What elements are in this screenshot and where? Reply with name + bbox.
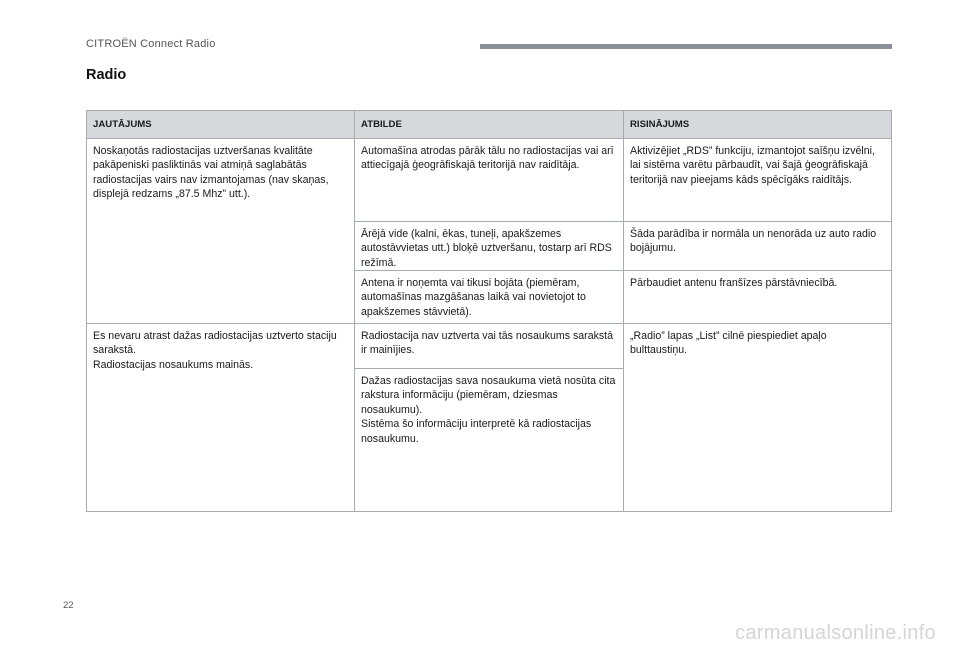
watermark: carmanualsonline.info bbox=[735, 622, 936, 644]
manual-header-title: CITROËN Connect Radio bbox=[86, 38, 216, 50]
column-header-question: JAUTĀJUMS bbox=[87, 111, 355, 139]
solution-cell: „Radio” lapas „List” cilnē piespiediet apaļo bulttaustiņu. bbox=[630, 330, 827, 357]
faq-table bbox=[86, 110, 892, 512]
answer-cell: Radiostacija nav uztverta vai tās nosaukums sarakstā ir mainījies. bbox=[355, 324, 624, 369]
question-cell: Noskaņotās radiostacijas uztveršanas kvalitāte pakāpeniski pasliktinās vai atmiņā saglabātās radiostacijas vairs nav izmantojamas (nav skaņas, displejā redzams „87.5 Mhz” utt.). bbox=[87, 139, 355, 324]
answer-cell: Antena ir noņemta vai tikusi bojāta (piemēram, automašīnas mazgāšanas laikā vai novietojot to apakšzemes stāvvietā). bbox=[355, 271, 624, 324]
solution-cell: Pārbaudiet antenu franšīzes pārstāvniecībā. bbox=[624, 271, 891, 324]
column-header-answer: ATBILDE bbox=[355, 111, 624, 139]
question-cell: Es nevaru atrast dažas radiostacijas uztverto staciju sarakstā. Radiostacijas nosaukums mainās. bbox=[87, 324, 355, 511]
solution-cell: Aktivizējiet „RDS” funkciju, izmantojot saīšņu izvēlni, lai sistēma varētu pārbaudīt, vai šajā ģeogrāfiskajā teritorijā nav pieejams kāds spēcīgāks raidītājs. bbox=[624, 139, 891, 222]
header-bar bbox=[480, 44, 892, 49]
page-number: 22 bbox=[63, 600, 74, 611]
answer-cell: Dažas radiostacijas sava nosaukuma vietā nosūta cita rakstura informāciju (piemēram, dziesmas nosaukumu). Sistēma šo informāciju interpretē kā radiostacijas nosaukumu. bbox=[355, 369, 624, 511]
column-header-solution: RISINĀJUMS bbox=[624, 111, 891, 139]
section-title: Radio bbox=[86, 67, 127, 83]
answer-cell: Ārējā vide (kalni, ēkas, tuneļi, apakšzemes autostāvvietas utt.) bloķē uztveršanu, tostarp arī RDS režīmā. bbox=[355, 222, 624, 271]
answer-cell: Automašīna atrodas pārāk tālu no radiostacijas vai arī attiecīgajā ģeogrāfiskajā teritorijā nav raidītāja. bbox=[355, 139, 624, 222]
solution-cell: Šāda parādība ir normāla un nenorāda uz auto radio bojājumu. bbox=[624, 222, 891, 271]
